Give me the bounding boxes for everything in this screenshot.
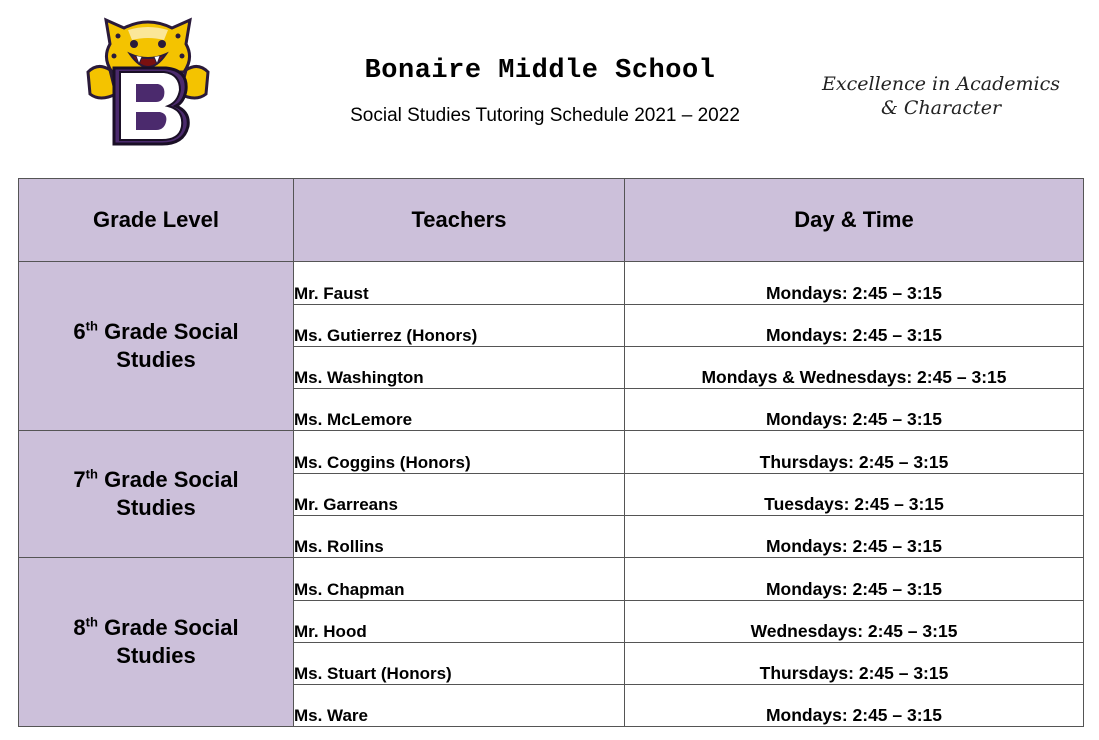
column-header-teachers: Teachers (294, 179, 625, 262)
day-time-cell: Thursdays: 2:45 – 3:15 (625, 431, 1084, 474)
day-time-cell: Thursdays: 2:45 – 3:15 (625, 643, 1084, 685)
grade-number: 8 (73, 615, 86, 640)
grade-label: Grade Social (97, 319, 239, 344)
teacher-cell: Ms. Stuart (Honors) (294, 643, 625, 685)
day-time-cell: Mondays: 2:45 – 3:15 (625, 305, 1084, 347)
table-row (19, 431, 1084, 474)
teacher-cell: Ms. Coggins (Honors) (294, 431, 625, 474)
grade-label: Grade Social (97, 615, 239, 640)
grade-label-line-2: Studies (116, 347, 196, 372)
day-time-cell: Mondays & Wednesdays: 2:45 – 3:15 (625, 347, 1084, 389)
grade-number: 7 (73, 467, 86, 492)
grade-ordinal-suffix: th (85, 614, 98, 630)
grade-number: 6 (73, 319, 86, 344)
column-header-grade-level: Grade Level (19, 179, 294, 262)
column-header-day-time: Day & Time (625, 179, 1084, 262)
teacher-cell: Mr. Garreans (294, 474, 625, 516)
table-row (19, 262, 1084, 305)
teacher-cell: Mr. Hood (294, 601, 625, 643)
grade-label: Grade Social (97, 467, 239, 492)
jaguar-b-logo-icon (84, 10, 212, 148)
grade-level-cell (19, 431, 294, 558)
day-time-cell: Mondays: 2:45 – 3:15 (625, 685, 1084, 727)
tutoring-schedule-table (18, 178, 1084, 727)
teacher-cell: Ms. Gutierrez (Honors) (294, 305, 625, 347)
teacher-cell: Ms. McLemore (294, 389, 625, 431)
day-time-cell: Mondays: 2:45 – 3:15 (625, 516, 1084, 558)
teacher-cell: Ms. Rollins (294, 516, 625, 558)
teacher-cell: Mr. Faust (294, 262, 625, 305)
teacher-cell: Ms. Ware (294, 685, 625, 727)
grade-label-line-2: Studies (116, 495, 196, 520)
grade-level-cell (19, 558, 294, 727)
day-time-cell: Mondays: 2:45 – 3:15 (625, 389, 1084, 431)
grade-ordinal-suffix: th (85, 466, 98, 482)
motto-line-2: & Character (880, 97, 1002, 119)
grade-label-line-2: Studies (116, 643, 196, 668)
teacher-cell: Ms. Washington (294, 347, 625, 389)
day-time-cell: Mondays: 2:45 – 3:15 (625, 262, 1084, 305)
school-name: Bonaire Middle School (364, 56, 716, 86)
school-motto (812, 72, 1070, 120)
grade-ordinal-suffix: th (85, 318, 98, 334)
schedule-body (19, 262, 1084, 727)
day-time-cell: Tuesdays: 2:45 – 3:15 (625, 474, 1084, 516)
table-row (19, 558, 1084, 601)
schedule-subtitle: Social Studies Tutoring Schedule 2021 – 2022 (350, 105, 740, 126)
teacher-cell: Ms. Chapman (294, 558, 625, 601)
grade-level-cell (19, 262, 294, 431)
day-time-cell: Wednesdays: 2:45 – 3:15 (625, 601, 1084, 643)
day-time-cell: Mondays: 2:45 – 3:15 (625, 558, 1084, 601)
motto-line-1: Excellence in Academics (822, 73, 1060, 95)
